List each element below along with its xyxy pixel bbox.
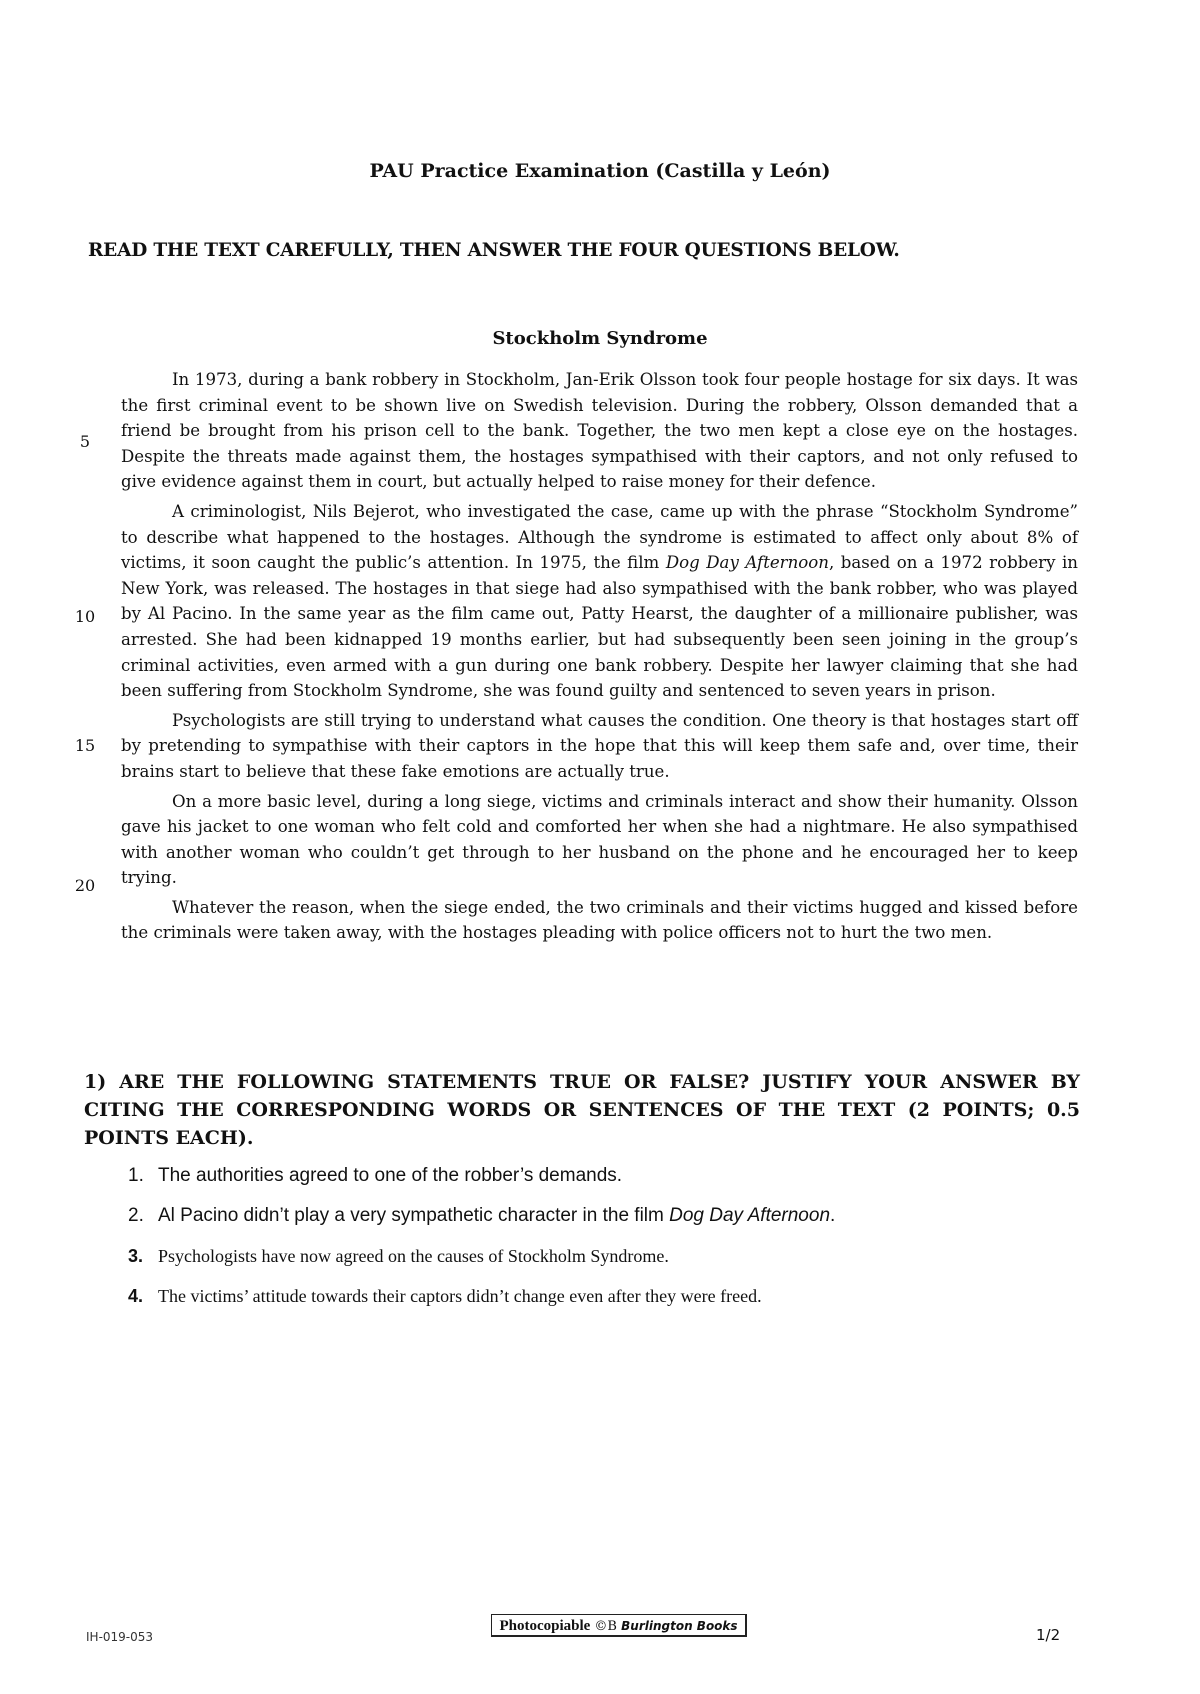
line-number-20: 20 — [74, 876, 96, 895]
question-text: The authorities agreed to one of the robber’s demands. — [158, 1165, 623, 1186]
question-item-4 — [128, 1283, 1028, 1323]
instruction-heading: READ THE TEXT CAREFULLY, THEN ANSWER THE FOUR QUESTIONS BELOW. — [88, 240, 900, 261]
paragraph-2-text-end: , based on a 1972 robbery in New York, was released. The hostages in that siege had also sympathised with the bank robber, who was played by Al Pacino. In the same year as the film came out, Patty Hearst, the daughter of a millionaire publisher, was arrested. She had been kidnapped 19 months earlier, but had subsequently been seen joining in the group’s criminal activities, even armed with a gun during one bank robbery. Despite her lawyer claiming that she had been suffering from Stockholm Syndrome, she was found guilty and sentenced to seven years in prison. — [121, 553, 1078, 701]
question-list — [128, 1163, 1028, 1323]
line-number-10: 10 — [74, 607, 96, 626]
page-title: PAU Practice Examination (Castilla y León) — [369, 160, 831, 182]
question-text: The victims’ attitude towards their captors didn’t change even after they were freed. — [158, 1286, 762, 1306]
paragraph-4: On a more basic level, during a long siege, victims and criminals interact and show their humanity. Olsson gave his jacket to one woman who felt cold and comforted her when she had a nightmare. He also sympathised with another woman who couldn’t get through to her husband on the phone and he encouraged her to keep trying. — [121, 791, 1078, 888]
paragraph-5: Whatever the reason, when the siege ended, the two criminals and their victims hugged and kissed before the criminals were taken away, with the hostages pleading with police officers not to hurt the two men. — [121, 897, 1078, 943]
publisher-name: Burlington Books — [621, 1619, 738, 1633]
question-heading: 1) ARE THE FOLLOWING STATEMENTS TRUE OR FALSE? JUSTIFY YOUR ANSWER BY CITING THE CORRESPONDING WORDS OR SENTENCES OF THE TEXT (2 POINTS; 0.5 POINTS EACH). — [84, 1071, 1080, 1149]
question-item-2 — [128, 1203, 1028, 1243]
question-text-end: . — [830, 1205, 836, 1226]
line-number-15: 15 — [74, 736, 96, 755]
paragraph-1: In 1973, during a bank robbery in Stockholm, Jan-Erik Olsson took four people hostage for six days. It was the first criminal event to be shown live on Swedish television. During the robbery, Olsson demanded that a friend be brought from his prison cell to the bank. Together, the two men kept a close eye on the hostages. Despite the threats made against them, the hostages sympathised with their captors, and not only refused to give evidence against them in court, but actually helped to raise money for their defence. — [121, 370, 1078, 492]
film-title: Dog Day Afternoon — [669, 1205, 831, 1226]
question-text: Psychologists have now agreed on the causes of Stockholm Syndrome. — [158, 1246, 669, 1266]
copyright-mark: ©B — [594, 1619, 617, 1634]
photocopiable-badge — [491, 1614, 747, 1637]
question-number: 4. — [128, 1286, 144, 1306]
article-body — [121, 367, 1078, 950]
page-number: 1/2 — [1036, 1626, 1061, 1644]
article-title: Stockholm Syndrome — [492, 328, 708, 349]
question-item-1 — [128, 1163, 1028, 1203]
question-item-3 — [128, 1243, 1028, 1283]
document-code: IH-019-053 — [86, 1630, 154, 1644]
question-number: 2. — [128, 1205, 144, 1226]
question-text — [158, 1203, 835, 1243]
paragraph-2 — [121, 499, 1078, 704]
paragraph-2-text-start: A criminologist, Nils Bejerot, who investigated the case, came up with the phrase “Stockholm Syndrome” to describe what happened to the hostages. Although the syndrome is estimated to affect only about 8% of victims, it soon caught the public’s attention. In 1975, the film — [121, 501, 1078, 573]
paragraph-3: Psychologists are still trying to understand what causes the condition. One theory is that hostages start off by pretending to sympathise with their captors in the hope that this will keep them safe and, over time, their brains start to believe that these fake emotions are actually true. — [121, 710, 1078, 781]
film-title: Dog Day Afternoon — [665, 553, 829, 573]
photocopiable-label: Photocopiable — [499, 1618, 591, 1634]
question-number: 1. — [128, 1165, 144, 1186]
line-number-5: 5 — [79, 432, 91, 451]
question-text-start: Al Pacino didn’t play a very sympathetic character in the film — [158, 1205, 670, 1226]
question-number: 3. — [128, 1246, 144, 1266]
